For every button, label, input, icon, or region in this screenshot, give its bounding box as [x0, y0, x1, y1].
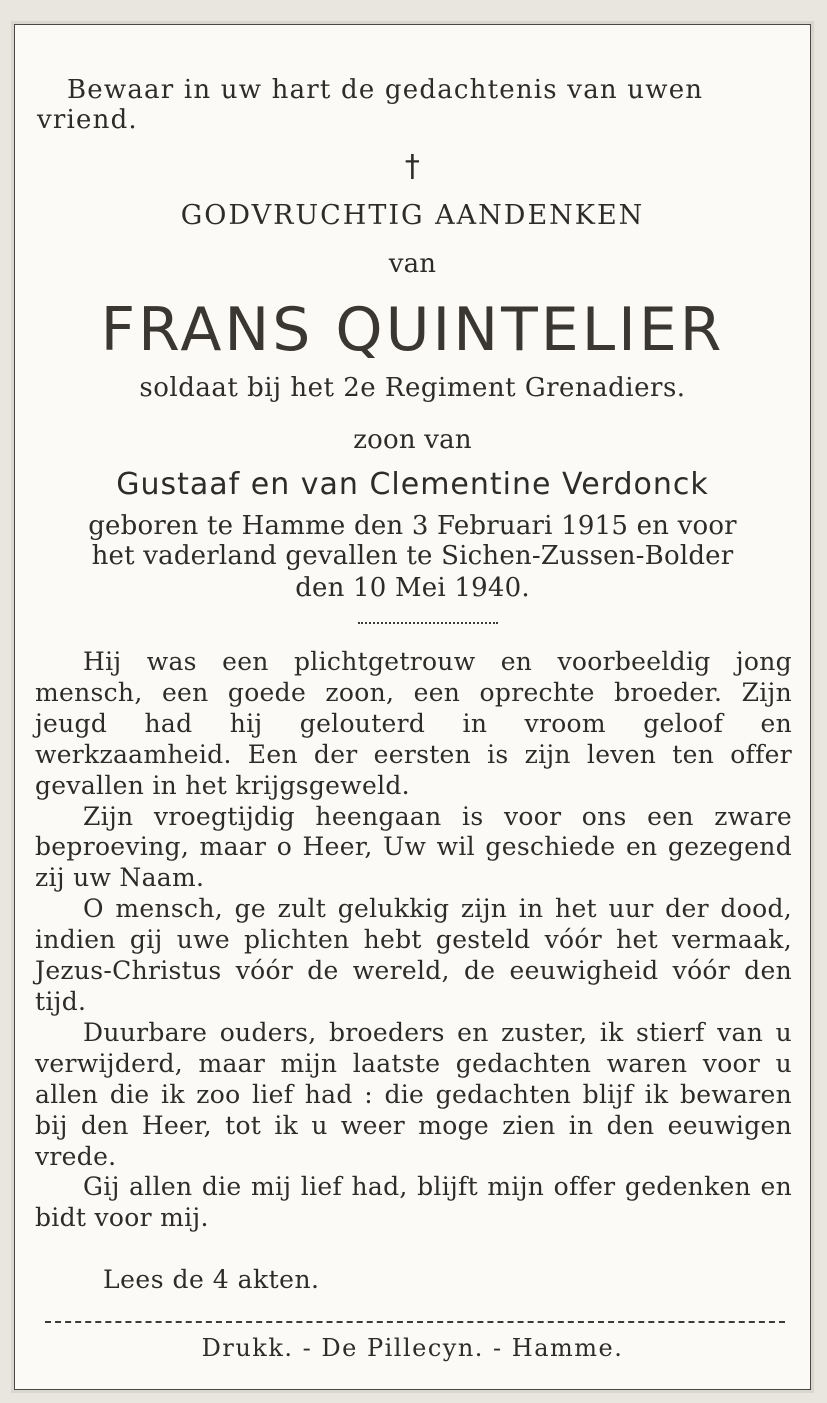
- paragraph-3: O mensch, ge zult gelukkig zijn in het uur der dood, indien gij uwe plichten hebt gesteld vóór het vermaak, Jezus-Christus vóór de wereld, de eeuwigheid vóór den tijd.: [35, 894, 792, 1016]
- paragraph-1: Hij was een plichtgetrouw en voorbeeldig jong mensch, een goede zoon, een oprechte broeder. Zijn jeugd had hij gelouterd in vroom geloof en werkzaamheid. Een der eersten is zijn leven ten offer gevallen in het krijgsgeweld.: [35, 647, 792, 800]
- born-line-1: geboren te Hamme den 3 Februari 1915 en voor: [88, 511, 737, 541]
- memorial-text: [35, 647, 792, 1234]
- bottom-rule: [45, 1321, 785, 1323]
- paragraph-4: Duurbare ouders, broeders en zuster, ik stierf van u verwijderd, maar mijn laatste gedachten waren voor u allen die ik zoo lief had : die gedachten blijf ik bewaren bij den Heer, tot ik u weer moge zien in den eeuwigen vrede.: [35, 1017, 792, 1171]
- born-line-2: het vaderland gevallen te Sichen-Zussen-Bolder: [91, 541, 734, 571]
- heading: GODVRUCHTIG AANDENKEN: [180, 200, 645, 231]
- akten-line: Lees de 4 akten.: [103, 1265, 320, 1294]
- born-line-3: den 10 Mei 1940.: [295, 573, 530, 603]
- printer-line: Drukk. - De Pillecyn. - Hamme.: [201, 1334, 624, 1362]
- cross-icon: †: [404, 149, 421, 184]
- paragraph-2: Zijn vroegtijdig heengaan is voor ons een zware beproeving, maar o Heer, Uw wil geschiede en gezegend zij uw Naam.: [35, 801, 792, 893]
- van-label: van: [388, 249, 437, 279]
- intro-line-1: Bewaar in uw hart de gedachtenis van uwen: [67, 75, 704, 105]
- intro-line-2: vriend.: [37, 105, 138, 135]
- rank-line: soldaat bij het 2e Regiment Grenadiers.: [139, 373, 686, 403]
- dotted-separator: [358, 622, 498, 624]
- deceased-name: FRANS QUINTELIER: [100, 295, 725, 365]
- paragraph-5: Gij allen die mij lief had, blijft mijn offer gedenken en bidt voor mij.: [35, 1172, 792, 1233]
- memorial-card: [14, 24, 811, 1390]
- zoon-van-label: zoon van: [353, 425, 472, 455]
- parents-line: Gustaaf en van Clementine Verdonck: [116, 467, 709, 502]
